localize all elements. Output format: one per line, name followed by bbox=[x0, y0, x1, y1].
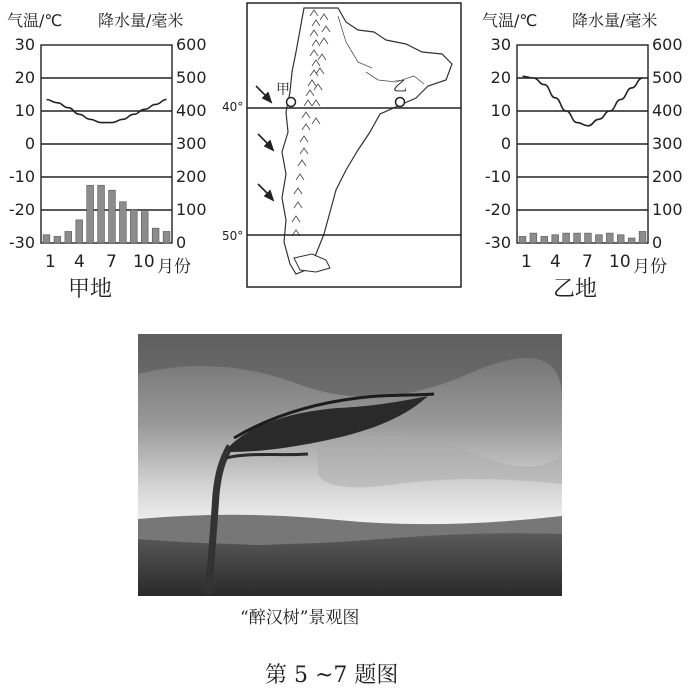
precip-bar bbox=[628, 238, 635, 243]
precip-bar bbox=[585, 233, 592, 243]
temp-tick-label: -10 bbox=[8, 167, 35, 186]
precip-bar bbox=[152, 228, 159, 243]
right-precip-axis-label: 降水量/毫米 bbox=[572, 11, 658, 30]
right-x-tick: 7 bbox=[582, 252, 593, 272]
right-x-tick: 1 bbox=[521, 252, 532, 272]
left-chart-caption: 甲地 bbox=[68, 277, 113, 302]
location-yi-marker bbox=[396, 98, 405, 107]
temp-tick-label: 0 bbox=[500, 134, 511, 153]
left-x-tick: 7 bbox=[106, 252, 117, 272]
right-chart-caption: 乙地 bbox=[553, 277, 598, 302]
precip-bar bbox=[98, 185, 105, 243]
temp-tick-label: -10 bbox=[484, 167, 511, 186]
climate-chart-right bbox=[476, 30, 696, 280]
right-x-tick: 4 bbox=[550, 252, 561, 272]
precip-bar bbox=[76, 220, 83, 243]
map-label-jia: 甲 bbox=[276, 82, 290, 98]
left-temp-axis-label: 气温/℃ bbox=[7, 11, 63, 30]
right-temp-axis-label: 气温/℃ bbox=[482, 11, 538, 30]
temp-tick-label: 10 bbox=[490, 101, 511, 120]
temp-tick-label: -20 bbox=[484, 200, 511, 219]
drunken-tree-photo bbox=[138, 334, 562, 596]
left-x-tick: 1 bbox=[45, 252, 56, 272]
precip-bar bbox=[87, 185, 94, 243]
precip-bar bbox=[530, 233, 537, 243]
precip-bar bbox=[519, 236, 526, 243]
right-x-unit: 月份 bbox=[633, 257, 667, 277]
temp-tick-label: 30 bbox=[490, 35, 511, 54]
precip-tick-label: 100 bbox=[176, 200, 207, 219]
precip-tick-label: 500 bbox=[176, 68, 207, 87]
precip-tick-label: 400 bbox=[652, 101, 683, 120]
precip-bar bbox=[65, 231, 72, 243]
climate-chart-left bbox=[0, 30, 220, 280]
precip-tick-label: 0 bbox=[652, 233, 663, 252]
precip-bar bbox=[54, 236, 61, 243]
precip-tick-label: 600 bbox=[652, 35, 683, 54]
precip-tick-label: 200 bbox=[652, 167, 683, 186]
precip-tick-label: 300 bbox=[652, 134, 683, 153]
precip-bar bbox=[552, 235, 559, 243]
figure-caption: 第 5 ~7 题图 bbox=[265, 663, 399, 688]
precip-tick-label: 300 bbox=[176, 134, 207, 153]
precip-tick-label: 0 bbox=[176, 233, 187, 252]
precip-bar bbox=[43, 235, 50, 243]
precip-bar bbox=[119, 202, 126, 243]
precip-tick-label: 100 bbox=[652, 200, 683, 219]
map-label-yi: 乙 bbox=[393, 79, 407, 95]
left-x-unit: 月份 bbox=[157, 257, 191, 277]
left-x-tick: 10 bbox=[133, 252, 155, 272]
temperature-curve bbox=[523, 76, 643, 126]
photo-caption: “醉汉树”景观图 bbox=[240, 608, 360, 628]
precip-tick-label: 400 bbox=[176, 101, 207, 120]
precip-tick-label: 500 bbox=[652, 68, 683, 87]
temp-tick-label: 20 bbox=[490, 68, 511, 87]
precip-bar bbox=[163, 231, 170, 243]
temp-tick-label: 30 bbox=[14, 35, 35, 54]
right-x-tick: 10 bbox=[609, 252, 631, 272]
temp-tick-label: -30 bbox=[8, 233, 35, 252]
precip-tick-label: 600 bbox=[176, 35, 207, 54]
precip-bar bbox=[595, 235, 602, 243]
location-jia-marker bbox=[287, 98, 296, 107]
precip-bar bbox=[130, 210, 137, 243]
precip-bar bbox=[563, 233, 570, 243]
precip-bar bbox=[574, 233, 581, 243]
left-x-tick: 4 bbox=[74, 252, 85, 272]
lat-40-label: 40° bbox=[222, 100, 244, 114]
precip-bar bbox=[141, 212, 148, 243]
temp-tick-label: -30 bbox=[484, 233, 511, 252]
left-precip-axis-label: 降水量/毫米 bbox=[98, 11, 184, 30]
precip-tick-label: 200 bbox=[176, 167, 207, 186]
temp-tick-label: -20 bbox=[8, 200, 35, 219]
precip-bar bbox=[109, 190, 116, 243]
precip-bar bbox=[617, 235, 624, 243]
precip-bar bbox=[541, 236, 548, 243]
temp-tick-label: 20 bbox=[14, 68, 35, 87]
precip-bar bbox=[639, 231, 646, 243]
precip-bar bbox=[606, 233, 613, 243]
temp-tick-label: 10 bbox=[14, 101, 35, 120]
south-america-map bbox=[246, 2, 462, 288]
temp-tick-label: 0 bbox=[24, 134, 35, 153]
lat-50-label: 50° bbox=[222, 229, 244, 243]
